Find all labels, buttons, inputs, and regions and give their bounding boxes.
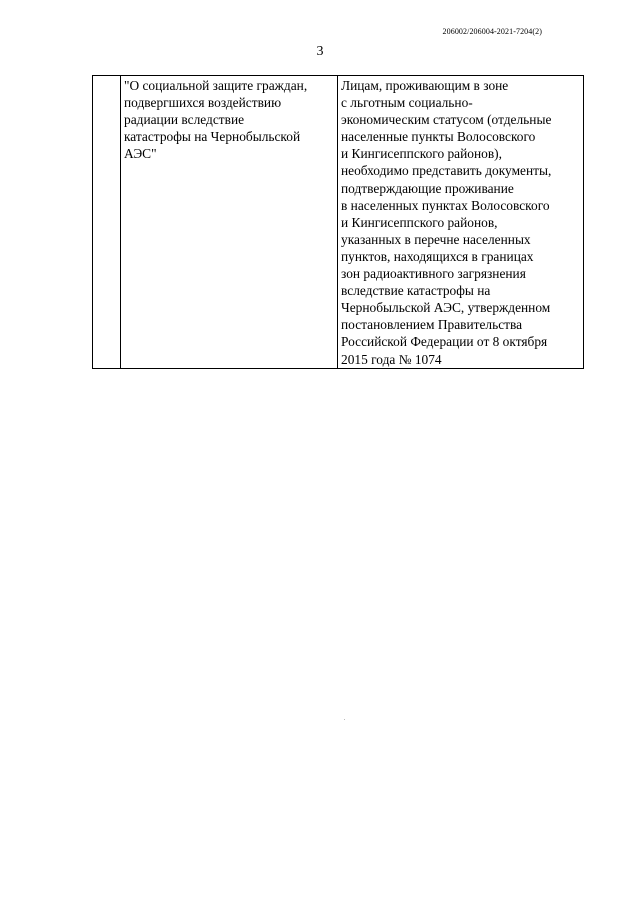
note-line: Чернобыльской АЭС, утвержденном (341, 300, 551, 316)
note-line: Российской Федерации от 8 октября (341, 334, 548, 350)
note-line: вследствие катастрофы на (341, 283, 491, 299)
law-title-line: подвергшихся воздействию (124, 95, 282, 111)
note-line: и Кингисеппского районов, (341, 214, 498, 230)
note-line: указанных в перечне населенных (341, 231, 531, 247)
scan-speck (344, 719, 345, 720)
page-number: 3 (316, 44, 324, 59)
note-line: подтверждающие проживание (341, 180, 514, 196)
note-line: с льготным социально- (341, 95, 473, 111)
note-line: необходимо представить документы, (341, 163, 552, 179)
note-line: 2015 года № 1074 (341, 351, 442, 367)
law-title-line: "О социальной защите граждан, (124, 78, 308, 93)
row-number-cell (93, 76, 121, 369)
note-line: пунктов, находящихся в границах (341, 248, 534, 264)
note-line: зон радиоактивного загрязнения (341, 266, 526, 282)
note-line: в населенных пунктах Волосовского (341, 197, 550, 213)
law-title-line: катастрофы на Чернобыльской (124, 129, 301, 145)
note-line: и Кингисеппского районов), (341, 146, 502, 162)
law-title-line: радиации вследствие (124, 112, 245, 128)
law-title-line: АЭС" (124, 146, 157, 162)
note-line: постановлением Правительства (341, 317, 523, 333)
note-line: экономическим статусом (отдельные (341, 112, 552, 128)
requirement-note-cell (338, 76, 584, 369)
law-title-cell (121, 76, 338, 369)
document-table (92, 75, 584, 369)
document-code: 206002/206004-2021-7204(2) (442, 27, 542, 36)
note-line: населенные пункты Волосовского (341, 129, 536, 145)
note-line: Лицам, проживающим в зоне (341, 78, 509, 93)
table-row (93, 76, 584, 369)
